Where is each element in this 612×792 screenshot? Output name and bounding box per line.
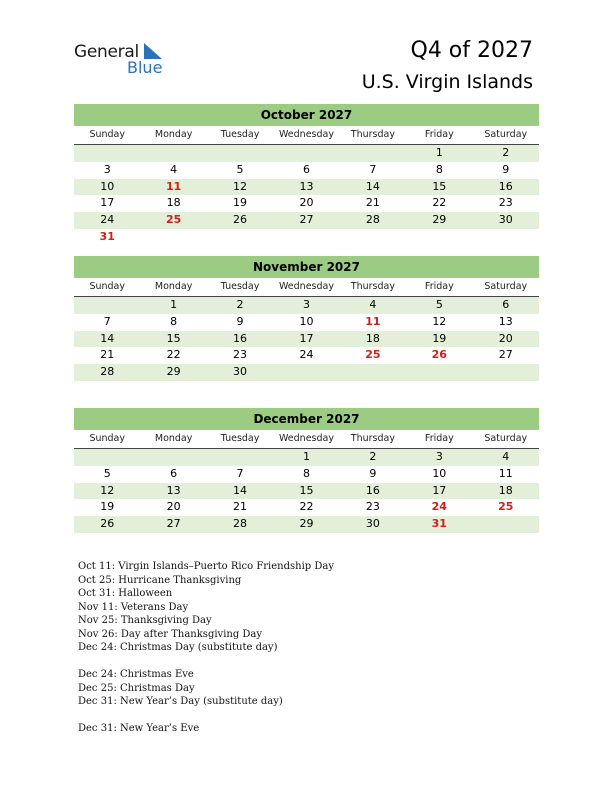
- day-cell: 1: [302, 450, 310, 463]
- day-cell: 14: [365, 179, 380, 193]
- day-cell: 19: [233, 196, 248, 210]
- day-cell: [140, 229, 206, 246]
- day-cell: 3: [103, 162, 111, 176]
- day-cell: [207, 145, 273, 162]
- day-cell: 4: [170, 162, 178, 176]
- holiday-note: Oct 31: Halloween: [78, 588, 173, 599]
- week-row: [74, 364, 539, 381]
- weekday-label: Saturday: [484, 281, 528, 292]
- day-cell: 21: [365, 196, 380, 210]
- day-cell: [74, 297, 140, 314]
- day-cell: 5: [236, 162, 244, 176]
- day-cell: 8: [435, 162, 443, 176]
- logo-general-text: General: [74, 42, 139, 62]
- weekday-label: Thursday: [350, 281, 395, 292]
- logo-blue-text: Blue: [127, 58, 163, 77]
- weekday-label: Tuesday: [220, 281, 260, 292]
- day-cell: 20: [299, 196, 314, 210]
- day-cell: 20: [166, 500, 181, 514]
- holiday-day-cell: 25: [165, 213, 182, 227]
- calendar-october: [74, 104, 539, 246]
- holiday-day-cell: 25: [365, 348, 381, 362]
- day-cell: [473, 229, 539, 246]
- day-cell: 17: [299, 331, 314, 345]
- day-cell: [340, 145, 406, 162]
- day-cell: 27: [299, 213, 314, 227]
- month-title: December 2027: [74, 408, 539, 430]
- day-cell: 22: [432, 196, 447, 210]
- holiday-note: Dec 31: New Year’s Eve: [78, 723, 200, 734]
- week-row: [74, 162, 539, 179]
- week-row: [74, 145, 539, 162]
- holiday-note: Dec 24: Christmas Eve: [78, 669, 194, 680]
- day-cell: 23: [365, 500, 380, 514]
- day-cell: [140, 449, 206, 466]
- day-cell: [273, 229, 339, 246]
- day-cell: [406, 364, 472, 381]
- day-cell: 9: [369, 466, 377, 480]
- weekday-label: Friday: [424, 281, 454, 292]
- day-cell: 19: [100, 500, 115, 514]
- day-cell: 20: [498, 331, 513, 345]
- day-cell: 22: [166, 348, 181, 362]
- day-cell: 18: [365, 331, 380, 345]
- holiday-note: Nov 26: Day after Thanksgiving Day: [78, 628, 263, 640]
- day-cell: 7: [103, 314, 111, 328]
- day-cell: 1: [170, 298, 178, 311]
- week-row: [74, 297, 539, 314]
- day-cell: 27: [498, 348, 513, 362]
- holiday-day-cell: 26: [431, 348, 447, 362]
- week-row: [74, 449, 539, 466]
- weekday-label: Sunday: [89, 433, 125, 444]
- week-row: [74, 483, 539, 500]
- page-subtitle: U.S. Virgin Islands: [361, 71, 533, 93]
- weekday-label: Thursday: [350, 433, 395, 444]
- day-cell: 6: [170, 466, 178, 480]
- week-row: [74, 331, 539, 348]
- day-cell: 1: [435, 146, 443, 159]
- weekday-label: Monday: [154, 281, 193, 292]
- day-cell: 13: [498, 314, 513, 328]
- day-cell: 6: [502, 298, 510, 311]
- holiday-note: Dec 25: Christmas Day: [78, 682, 195, 694]
- holiday-note: Nov 25: Thanksgiving Day: [78, 615, 212, 626]
- day-cell: 26: [233, 213, 248, 227]
- day-cell: 12: [432, 314, 447, 328]
- page-title: Q4 of 2027: [410, 38, 533, 63]
- calendar-december: [74, 408, 539, 533]
- holiday-day-cell: 11: [165, 179, 182, 193]
- day-cell: 30: [498, 213, 513, 227]
- day-cell: 17: [100, 196, 115, 210]
- day-cell: 10: [432, 466, 447, 480]
- day-cell: 2: [369, 450, 377, 463]
- day-cell: [473, 516, 539, 533]
- day-cell: [74, 145, 140, 162]
- weekday-label: Sunday: [89, 129, 125, 140]
- day-cell: [273, 364, 339, 381]
- weekday-label: Thursday: [350, 129, 395, 140]
- holiday-day-cell: 31: [99, 229, 115, 243]
- calendar-november: [74, 256, 539, 381]
- day-cell: 12: [233, 179, 248, 193]
- day-cell: 12: [100, 483, 115, 497]
- day-cell: [207, 229, 273, 246]
- week-row: [74, 314, 539, 331]
- day-cell: 16: [233, 331, 248, 345]
- day-cell: 26: [100, 517, 115, 531]
- weekday-label: Monday: [154, 129, 193, 140]
- week-row: [74, 466, 539, 483]
- day-cell: [74, 449, 140, 466]
- holiday-note: Dec 31: New Year’s Day (substitute day): [78, 696, 283, 707]
- day-cell: 5: [435, 298, 443, 311]
- month-title: November 2027: [74, 256, 539, 278]
- week-row: [74, 179, 539, 196]
- weekday-header-row: [74, 278, 539, 297]
- week-row: [74, 195, 539, 212]
- day-cell: 6: [302, 162, 310, 176]
- day-cell: 4: [502, 450, 510, 463]
- day-cell: 9: [502, 162, 510, 176]
- holiday-day-cell: 11: [365, 314, 381, 328]
- day-cell: 30: [365, 517, 380, 531]
- weekday-label: Wednesday: [278, 129, 334, 140]
- day-cell: 3: [302, 298, 310, 311]
- notes-group-1: [78, 560, 334, 655]
- notes-group-2: [78, 668, 334, 709]
- day-cell: 7: [236, 466, 244, 480]
- day-cell: [473, 364, 539, 381]
- day-cell: 15: [166, 331, 181, 345]
- day-cell: 21: [233, 500, 248, 514]
- weekday-label: Saturday: [484, 129, 528, 140]
- day-cell: 16: [498, 179, 513, 193]
- weekday-label: Tuesday: [220, 433, 260, 444]
- week-row: [74, 499, 539, 516]
- week-row: [74, 229, 539, 246]
- day-cell: 13: [166, 483, 181, 497]
- day-cell: [340, 229, 406, 246]
- day-cell: 28: [233, 517, 248, 531]
- day-cell: 13: [299, 179, 314, 193]
- day-cell: 14: [233, 483, 248, 497]
- day-cell: 2: [502, 146, 510, 159]
- weekday-label: Wednesday: [278, 433, 334, 444]
- day-cell: [406, 229, 472, 246]
- holiday-day-cell: 25: [498, 500, 514, 514]
- day-cell: 16: [365, 483, 380, 497]
- day-cell: 29: [299, 517, 314, 531]
- day-cell: 29: [432, 213, 447, 227]
- weekday-label: Saturday: [484, 433, 528, 444]
- week-row: [74, 212, 539, 229]
- weekday-label: Friday: [424, 129, 454, 140]
- weekday-label: Tuesday: [220, 129, 260, 140]
- holiday-note: Nov 11: Veterans Day: [78, 601, 189, 613]
- holiday-note: Dec 24: Christmas Day (substitute day): [78, 642, 278, 653]
- day-cell: 17: [432, 483, 447, 497]
- day-cell: 23: [498, 196, 513, 210]
- day-cell: [207, 449, 273, 466]
- day-cell: 18: [166, 196, 181, 210]
- day-cell: 28: [100, 365, 115, 379]
- weekday-header-row: [74, 126, 539, 145]
- day-cell: 24: [299, 348, 314, 362]
- day-cell: 4: [369, 298, 377, 311]
- day-cell: 18: [498, 483, 513, 497]
- holiday-notes: [78, 560, 334, 736]
- day-cell: 24: [100, 213, 115, 227]
- day-cell: 28: [365, 213, 380, 227]
- day-cell: [273, 145, 339, 162]
- weekday-label: Wednesday: [278, 281, 334, 292]
- notes-group-3: [78, 722, 334, 736]
- week-row: [74, 347, 539, 364]
- day-cell: 14: [100, 331, 115, 345]
- day-cell: 19: [432, 331, 447, 345]
- day-cell: [140, 145, 206, 162]
- week-row: [74, 516, 539, 533]
- day-cell: [340, 364, 406, 381]
- day-cell: 9: [236, 314, 244, 328]
- day-cell: 21: [100, 348, 115, 362]
- day-cell: 7: [369, 162, 377, 176]
- day-cell: 22: [299, 500, 314, 514]
- weekday-header-row: [74, 430, 539, 449]
- day-cell: 27: [166, 517, 181, 531]
- holiday-note: Oct 11: Virgin Islands–Puerto Rico Friendship Day: [78, 561, 334, 572]
- day-cell: 2: [236, 298, 244, 311]
- day-cell: 29: [166, 365, 181, 379]
- day-cell: 23: [233, 348, 248, 362]
- day-cell: 15: [432, 179, 447, 193]
- day-cell: 30: [233, 365, 248, 379]
- day-cell: 10: [299, 314, 314, 328]
- weekday-label: Friday: [424, 433, 454, 444]
- holiday-note: Oct 25: Hurricane Thanksgiving: [78, 574, 242, 586]
- holiday-day-cell: 24: [431, 500, 447, 514]
- day-cell: 8: [302, 466, 310, 480]
- weekday-label: Sunday: [89, 281, 125, 292]
- weekday-label: Monday: [154, 433, 193, 444]
- day-cell: 10: [100, 179, 115, 193]
- day-cell: 8: [170, 314, 178, 328]
- day-cell: 11: [498, 466, 513, 480]
- day-cell: 3: [435, 450, 443, 463]
- holiday-day-cell: 31: [431, 517, 447, 531]
- month-title: October 2027: [74, 104, 539, 126]
- day-cell: 15: [299, 483, 314, 497]
- day-cell: 5: [103, 466, 111, 480]
